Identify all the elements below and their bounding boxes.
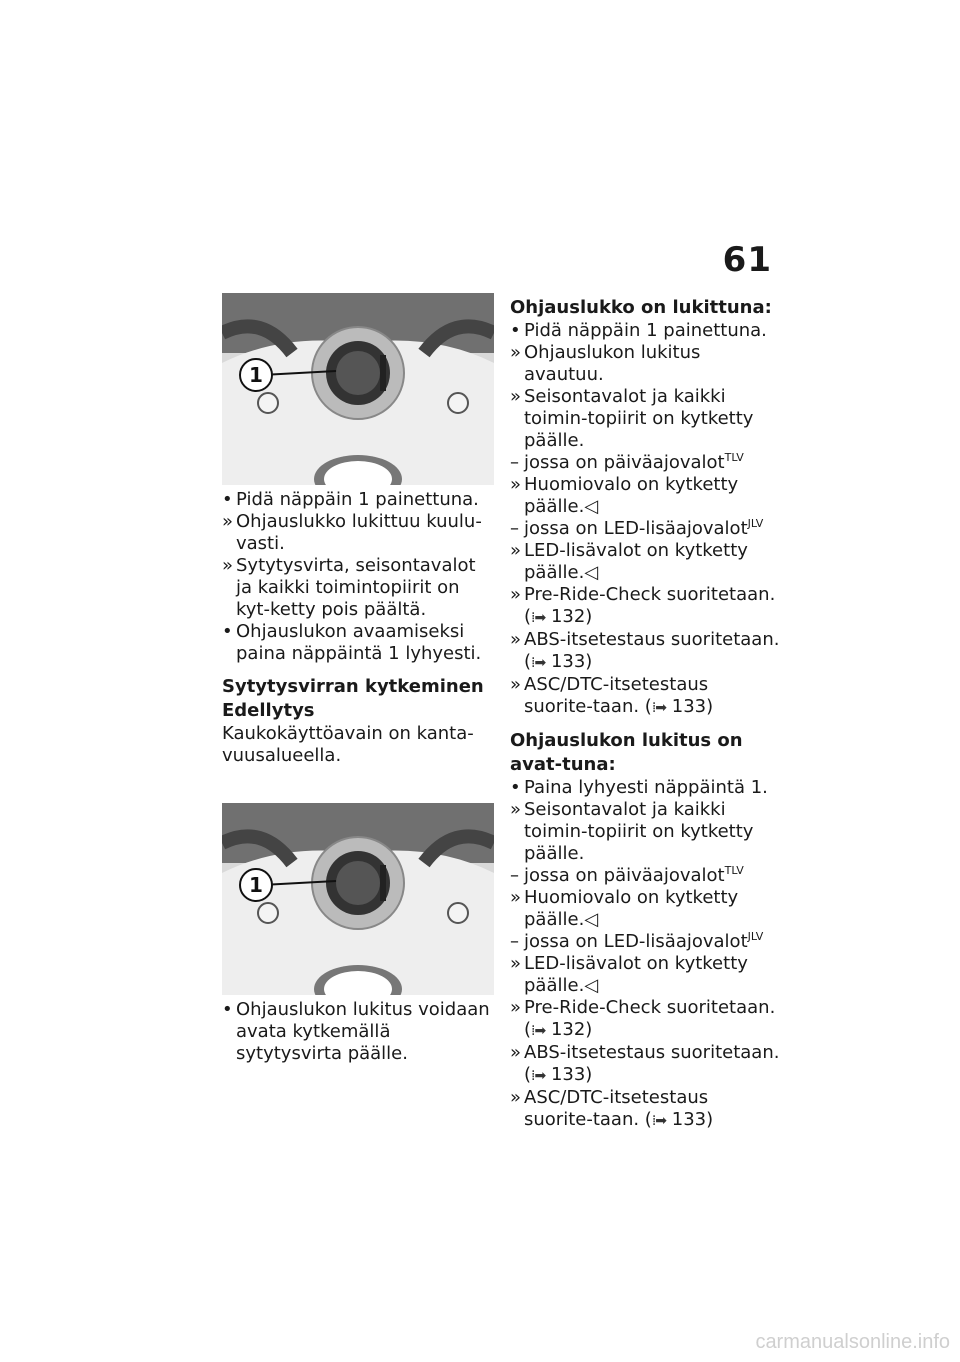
list-item: » Huomiovalo on kytketty päälle.◁ — [510, 887, 739, 930]
list-item: • Pidä näppäin 1 painettuna. — [510, 320, 767, 341]
section-heading: Ohjauslukon lukitus on avat-tuna: — [510, 730, 743, 775]
list-item: » LED-lisävalot on kytketty päälle.◁ — [510, 540, 748, 583]
list-item: » ASC/DTC-itsetestaus suorite-taan. (⁞➡ 133) — [510, 1087, 714, 1130]
page-ref-arrow-icon: ⁞➡ — [651, 700, 667, 716]
figure-callout: 1 — [249, 363, 263, 387]
right-block2 — [510, 777, 782, 1132]
list-item: » LED-lisävalot on kytketty päälle.◁ — [510, 953, 748, 996]
paragraph: Kaukokäyttöavain on kanta-vuusalueella. — [222, 723, 474, 766]
list-item: » Pre-Ride-Check suoritetaan. (⁞➡ 132) — [510, 997, 776, 1040]
section-heading: Ohjauslukko on lukittuna: — [510, 297, 772, 318]
page-ref-arrow-icon: ⁞➡ — [531, 1068, 546, 1084]
list-item: • Ohjauslukon avaamiseksi paina näppäintä 1 lyhyesti. — [222, 621, 482, 664]
list-item: » ABS-itsetestaus suoritetaan. (⁞➡ 133) — [510, 629, 780, 672]
list-item: » Pre-Ride-Check suoritetaan. (⁞➡ 132) — [510, 584, 776, 627]
list-item: » Seisontavalot ja kaikki toimin-topiirit on kytketty päälle. — [510, 799, 754, 864]
list-item: – jossa on LED-lisäajovalot$^{JLV}$ — [510, 517, 764, 539]
right-block1 — [510, 320, 782, 719]
right-column — [510, 296, 782, 1132]
list-item: » Sytytysvirta, seisontavalot ja kaikki toimintopiirit on kyt-ketty pois päältä. — [222, 555, 476, 620]
handlebar-illustration — [222, 293, 494, 485]
list-item: • Ohjauslukon lukitus voidaan avata kytkemällä sytytysvirta päälle. — [222, 999, 490, 1064]
page-ref-arrow-icon: ⁞➡ — [531, 610, 546, 626]
list-item: » Ohjauslukon lukitus avautuu. — [510, 342, 701, 385]
list-item: » ASC/DTC-itsetestaus suorite-taan. (⁞➡ 133) — [510, 674, 714, 717]
left-block1 — [222, 489, 494, 665]
section-heading: Sytytysvirran kytkeminen — [222, 676, 484, 697]
left-column — [222, 293, 494, 1065]
list-item: • Paina lyhyesti näppäintä 1. — [510, 777, 768, 798]
list-item: » Ohjauslukko lukittuu kuulu-vasti. — [222, 511, 482, 554]
ignition-button-figure — [222, 293, 494, 485]
list-item: – jossa on päiväajovalot$^{TLV}$ — [510, 451, 744, 473]
list-item: » Huomiovalo on kytketty päälle.◁ — [510, 474, 739, 517]
ignition-button-figure-2 — [222, 803, 494, 995]
list-item: » ABS-itsetestaus suoritetaan. (⁞➡ 133) — [510, 1042, 780, 1085]
footer-watermark: carmanualsonline.info — [755, 1331, 950, 1353]
handlebar-illustration-2 — [222, 803, 494, 995]
figure-callout-2: 1 — [249, 873, 263, 897]
page-ref-arrow-icon: ⁞➡ — [531, 655, 546, 671]
list-item: • Pidä näppäin 1 painettuna. — [222, 489, 479, 510]
list-item: – jossa on LED-lisäajovalot$^{JLV}$ — [510, 930, 764, 952]
subsection-heading: Edellytys — [222, 700, 315, 721]
list-item: » Seisontavalot ja kaikki toimin-topiirit on kytketty päälle. — [510, 386, 754, 451]
left-block2 — [222, 999, 494, 1065]
page-number: 61 — [722, 240, 772, 280]
page-ref-arrow-icon: ⁞➡ — [651, 1113, 667, 1129]
list-item: – jossa on päiväajovalot$^{TLV}$ — [510, 864, 744, 886]
page-ref-arrow-icon: ⁞➡ — [531, 1023, 546, 1039]
